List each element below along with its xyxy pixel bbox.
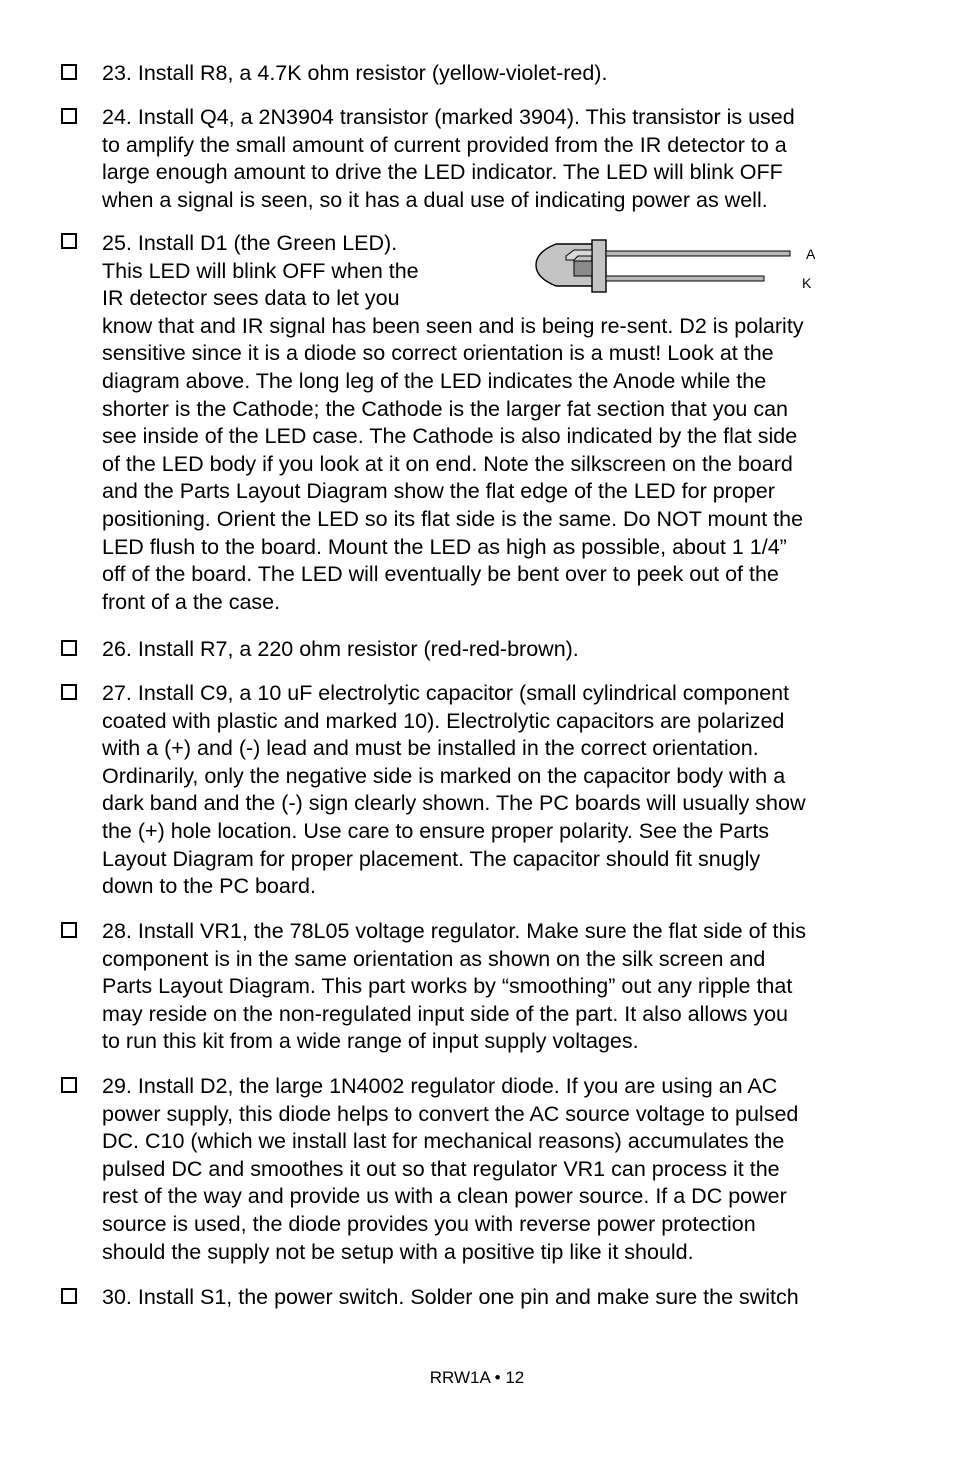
step-line: with a (+) and (-) lead and must be installed in the correct orientation. [102,736,759,761]
step-line: 24. Install Q4, a 2N3904 transistor (marked 3904). This transistor is used [102,105,795,129]
step-24 [102,104,902,214]
checkbox-step-29[interactable] [61,1077,77,1093]
step-line: Layout Diagram for proper placement. The capacitor should fit snugly [102,846,761,871]
step-28 [102,918,902,1056]
checkbox-step-30[interactable] [61,1288,77,1304]
step-line: Parts Layout Diagram. This part works by “smoothing” out any ripple that [102,974,793,999]
step-line: 26. Install R7, a 220 ohm resistor (red-red-brown). [102,637,579,661]
step-line: coated with plastic and marked 10). Electrolytic capacitors are polarized [102,708,785,733]
step-line: pulsed DC and smoothes it out so that regulator VR1 can process it the [102,1156,780,1181]
step-line: Ordinarily, only the negative side is marked on the capacitor body with a [102,763,786,788]
step-line: to run this kit from a wide range of input supply voltages. [102,1029,639,1054]
checkbox-step-24[interactable] [61,108,77,124]
step-line: 25. Install D1 (the Green LED). [102,231,398,255]
step-line: 27. Install C9, a 10 uF electrolytic capacitor (small cylindrical component [102,681,790,705]
step-line: This LED will blink OFF when the [102,258,419,283]
step-line: of the LED body if you look at it on end. Note the silkscreen on the board [102,451,793,476]
step-line: when a signal is seen, so it has a dual use of indicating power as well. [102,187,768,212]
step-line: diagram above. The long leg of the LED indicates the Anode while the [102,368,767,393]
step-23 [102,60,902,88]
document-id: RRW1A [429,1368,490,1387]
step-line: source is used, the diode provides you with reverse power protection [102,1211,756,1236]
step-line: 29. Install D2, the large 1N4002 regulator diode. If you are using an AC [102,1074,778,1098]
step-line: IR detector sees data to let you [102,286,400,311]
step-line: 28. Install VR1, the 78L05 voltage regulator. Make sure the flat side of this [102,919,806,943]
step-line: power supply, this diode helps to convert the AC source voltage to pulsed [102,1101,799,1126]
step-line: see inside of the LED case. The Cathode is also indicated by the flat side [102,424,798,449]
page-number: 12 [505,1368,525,1387]
step-line: dark band and the (-) sign clearly shown. The PC boards will usually show [102,791,806,816]
step-line: down to the PC board. [102,874,316,899]
step-line: and the Parts Layout Diagram show the flat edge of the LED for proper [102,479,775,504]
step-line: to amplify the small amount of current provided from the IR detector to a [102,132,787,157]
checkbox-step-23[interactable] [61,64,77,80]
checkbox-step-27[interactable] [61,684,77,700]
step-line: off of the board. The LED will eventually be bent over to peek out of the [102,562,779,587]
checkbox-step-28[interactable] [61,922,77,938]
checkbox-step-26[interactable] [61,640,77,656]
step-30 [102,1284,902,1312]
step-line: 30. Install S1, the power switch. Solder one pin and make sure the switch [102,1285,799,1309]
step-line: large enough amount to drive the LED indicator. The LED will blink OFF [102,160,783,185]
step-line: rest of the way and provide us with a clean power source. If a DC power [102,1184,787,1209]
anode-label: A [806,246,816,262]
step-line: component is in the same orientation as shown on the silk screen and [102,946,766,971]
page-footer [0,1368,954,1388]
step-line: know that and IR signal has been seen and is being re-sent. D2 is polarity [102,313,804,338]
step-line: front of a the case. [102,589,281,614]
cathode-label: K [802,275,812,291]
bullet-separator: • [494,1368,501,1387]
step-line: may reside on the non-regulated input side of the part. It also allows you [102,1001,789,1026]
step-line: LED flush to the board. Mount the LED as high as possible, about 1 1/4” [102,534,787,559]
step-line: the (+) hole location. Use care to ensure proper polarity. See the Parts [102,818,770,843]
step-line: sensitive since it is a diode so correct orientation is a must! Look at the [102,341,774,366]
step-27 [102,680,902,901]
step-line: should the supply not be setup with a positive tip like it should. [102,1239,694,1264]
checkbox-step-25[interactable] [61,233,77,249]
step-line: shorter is the Cathode; the Cathode is the larger fat section that you can [102,396,789,421]
step-line: 23. Install R8, a 4.7K ohm resistor (yellow-violet-red). [102,61,608,85]
led-diagram-icon [534,236,824,296]
step-line: DC. C10 (which we install last for mechanical reasons) accumulates the [102,1129,785,1154]
step-29 [102,1073,902,1266]
step-26 [102,636,902,664]
step-line: positioning. Orient the LED so its flat side is the same. Do NOT mount the [102,506,804,531]
